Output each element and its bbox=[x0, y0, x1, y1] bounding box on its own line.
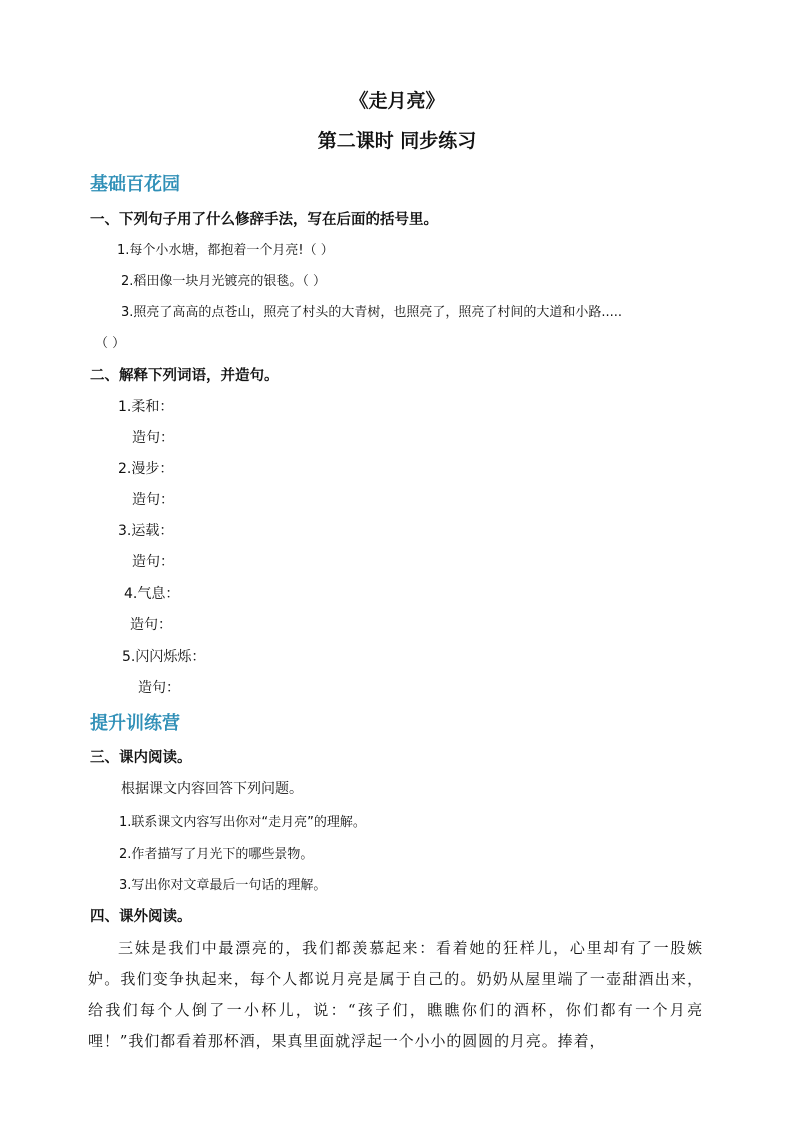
sentence-item-3: 造句： bbox=[132, 554, 174, 570]
question-3-item-3: 3.写出你对文章最后一句话的理解。 bbox=[119, 878, 327, 893]
question-1-prompt: 一、下列句子用了什么修辞手法，写在后面的括号里。 bbox=[90, 212, 438, 228]
section-heading-advanced: 提升训练营 bbox=[90, 713, 180, 734]
reading-passage: 三妹是我们中最漂亮的，我们都羡慕起来：看着她的狂样儿，心里却有了一股嫉妒。我们变争执起来，每个人都说月亮是属于自己的。奶奶从屋里端了一壶甜酒出来，给我们每个人倒了一小杯儿，说：“孩子们，瞧瞧你们的酒杯，你们都有一个月亮哩！”我们都看着那杯酒，果真里面就浮起一个小小的圆圆的月亮。捧着， bbox=[88, 939, 703, 1050]
question-3-prompt: 三、课内阅读。 bbox=[90, 750, 192, 766]
question-1-item-3-blank: （ ） bbox=[95, 336, 126, 351]
document-subtitle: 第二课时 同步练习 bbox=[317, 130, 477, 152]
word-item-3: 3.运载： bbox=[118, 523, 174, 539]
section-heading-basic: 基础百花园 bbox=[90, 174, 180, 195]
document-title: 《走月亮》 bbox=[349, 90, 445, 112]
question-3-item-1: 1.联系课文内容写出你对“走月亮”的理解。 bbox=[119, 815, 366, 830]
sentence-item-4: 造句： bbox=[130, 617, 172, 633]
question-1-item-3: 3.照亮了高高的点苍山，照亮了村头的大青树，也照亮了，照亮了村间的大道和小路..... bbox=[121, 305, 623, 320]
word-item-1: 1.柔和： bbox=[118, 399, 174, 415]
sentence-item-1: 造句： bbox=[132, 430, 174, 446]
question-3-item-2: 2.作者描写了月光下的哪些景物。 bbox=[119, 847, 314, 862]
question-1-item-1: 1.每个小水塘，都抱着一个月亮!（ ） bbox=[117, 243, 334, 258]
question-1-item-2: 2.稻田像一块月光镀亮的银毯。（ ） bbox=[121, 274, 327, 289]
sentence-item-2: 造句： bbox=[132, 492, 174, 508]
question-2-prompt: 二、解释下列词语，并造句。 bbox=[90, 368, 279, 384]
word-item-2: 2.漫步： bbox=[118, 461, 174, 477]
question-4-prompt: 四、课外阅读。 bbox=[90, 909, 192, 925]
sentence-item-5: 造句： bbox=[138, 680, 180, 696]
word-item-4: 4.气息： bbox=[124, 586, 180, 602]
question-3-intro: 根据课文内容回答下列问题。 bbox=[121, 781, 303, 797]
word-item-5: 5.闪闪烁烁： bbox=[122, 649, 206, 665]
